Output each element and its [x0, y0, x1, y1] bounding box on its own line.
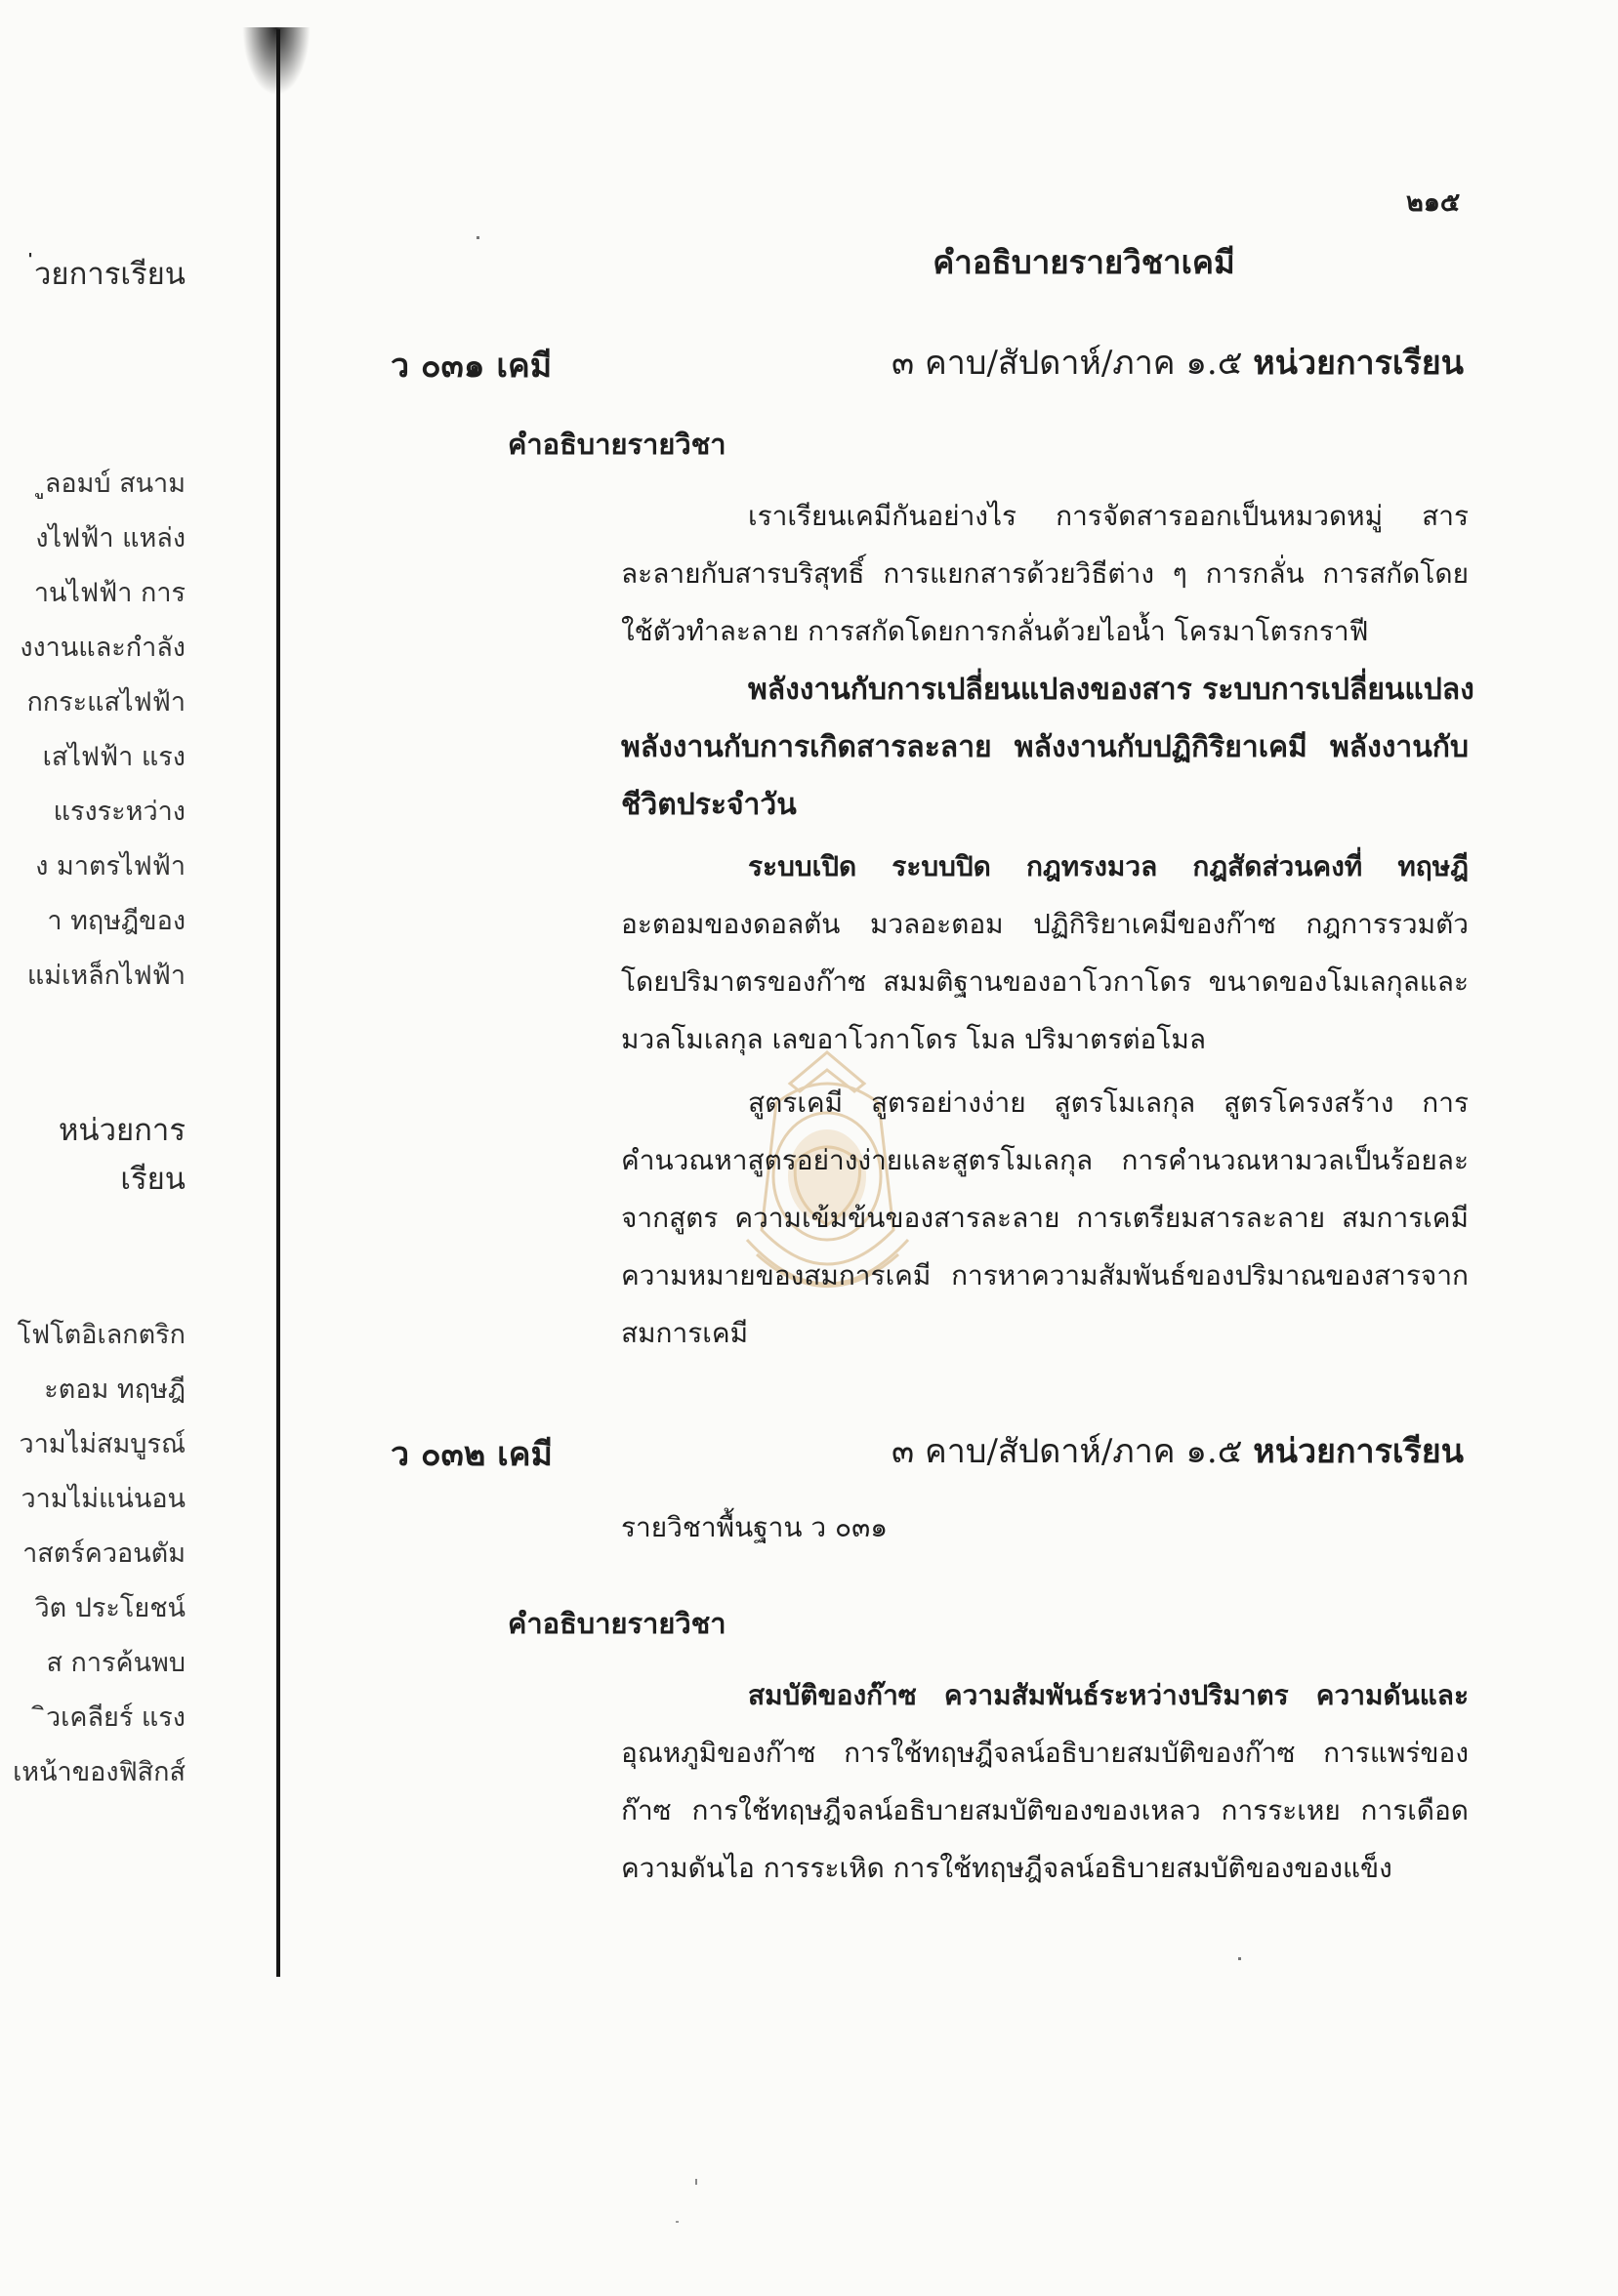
- left-text-line: งไฟฟ้า แหล่ง: [35, 523, 186, 554]
- page-spine: [276, 29, 280, 1977]
- text-line: ละลายกับสารบริสุทธิ์ การแยกสารด้วยวิธีต่าง ๆ การกลั่น การสกัดโดย: [621, 557, 1469, 590]
- text-line: สมบัติของก๊าซ ความสัมพันธ์ระหว่างปริมาตร ความดันและ: [748, 1679, 1469, 1711]
- page-number: ๒๑๕: [1406, 187, 1461, 218]
- course-credits: [892, 336, 1464, 389]
- text-line: พลังงานกับการเกิดสารละลาย พลังงานกับปฏิกิริยาเคมี พลังงานกับ: [621, 730, 1469, 764]
- scan-speck: [695, 2179, 697, 2185]
- left-text-line: แม่เหล็กไฟฟ้า: [26, 961, 186, 991]
- scan-speck: [676, 2221, 679, 2223]
- text-line: ชีวิตประจำวัน: [621, 788, 797, 822]
- credits-text: ๓ คาบ/สัปดาห์/ภาค ๑.๕: [892, 1432, 1243, 1471]
- paragraph: [621, 838, 1469, 1068]
- course-code: ว ๐๓๒ เคมี: [391, 1435, 553, 1474]
- text-line: ความหมายของสมการเคมี การหาความสัมพันธ์ของปริมาณของสารจาก: [621, 1259, 1469, 1292]
- left-text-line: ูลอมบ์ สนาม: [44, 469, 186, 499]
- left-text-line: กกระแสไฟฟ้า: [26, 687, 186, 718]
- left-text-line: เหน้าของฟิสิกส์: [13, 1757, 186, 1787]
- text-line: อุณหภูมิของก๊าซ การใช้ทฤษฎีจลน์อธิบายสมบัติของก๊าซ การแพร่ของ: [621, 1737, 1469, 1769]
- left-text-line: ส การค้นพบ: [46, 1648, 186, 1678]
- text-line: ระบบเปิด ระบบปิด กฎทรงมวล กฎสัดส่วนคงที่ ทฤษฎี: [748, 850, 1469, 882]
- course-code: ว ๐๓๑ เคมี: [391, 347, 553, 386]
- text-line: จากสูตร ความเข้มข้นของสารละลาย การเตรียมสารละลาย สมการเคมี: [621, 1202, 1469, 1234]
- prerequisite: รายวิชาพื้นฐาน ว ๐๓๑: [621, 1511, 889, 1543]
- scan-speck: [477, 236, 479, 239]
- paragraph: [621, 1666, 1469, 1897]
- text-line: โดยปริมาตรของก๊าซ สมมติฐานของอาโวกาโดร ขนาดของโมเลกุลและ: [621, 965, 1469, 998]
- text-line: คำนวณหาสูตรอย่างง่ายและสูตรโมเลกุล การคำนวณหามวลเป็นร้อยละ: [621, 1144, 1469, 1176]
- left-text-line: วามไม่สมบูรณ์: [19, 1429, 186, 1459]
- paragraph: [621, 661, 1474, 834]
- left-text-line: งงานและกำลัง: [20, 633, 186, 663]
- credits-unit: หน่วยการเรียน: [1253, 1432, 1464, 1471]
- left-text-line: ะตอม ทฤษฎี: [44, 1374, 186, 1405]
- text-line: อะตอมของดอลตัน มวลอะตอม ปฏิกิริยาเคมีของก๊าซ กฎการรวมตัว: [621, 908, 1469, 940]
- course-credits: [892, 1424, 1464, 1477]
- credits-unit: หน่วยการเรียน: [1253, 344, 1464, 383]
- left-text-line: วามไม่แน่นอน: [21, 1484, 186, 1514]
- credits-text: ๓ คาบ/สัปดาห์/ภาค ๑.๕: [892, 344, 1243, 383]
- left-text-line: แรงระหว่าง: [53, 797, 186, 827]
- text-line: ใช้ตัวทำละลาย การสกัดโดยการกลั่นด้วยไอน้ำ โครมาโตรกราฟี: [621, 615, 1369, 647]
- scan-speck: [1238, 1957, 1241, 1960]
- text-line: ความดันไอ การระเหิด การใช้ทฤษฎีจลน์อธิบายสมบัติของของแข็ง: [621, 1852, 1392, 1884]
- text-line: พลังงานกับการเปลี่ยนแปลงของสาร ระบบการเปลี่ยนแปลง: [748, 673, 1474, 707]
- left-text-line: ง มาตรไฟฟ้า: [35, 851, 186, 882]
- left-text-line: า ทฤษฎีของ: [47, 906, 186, 936]
- left-text-line: วิต ประโยชน์: [34, 1593, 186, 1623]
- left-text-line: าสตร์ควอนตัม: [22, 1538, 186, 1569]
- left-text-line: เสไฟฟ้า แรง: [42, 742, 186, 772]
- left-text-line: โฟโตอิเลกตริก: [17, 1320, 186, 1350]
- left-heading: ่วยการเรียน: [34, 257, 186, 292]
- left-text-line: ิวเคลียร์ แรง: [46, 1702, 186, 1733]
- left-heading: หน่วยการเรียน: [58, 1113, 186, 1197]
- paragraph: [621, 487, 1469, 660]
- paragraph: [621, 1074, 1469, 1362]
- left-text-line: านไฟฟ้า การ: [33, 578, 186, 608]
- text-line: มวลโมเลกุล เลขอาโวกาโดร โมล ปริมาตรต่อโมล: [621, 1023, 1207, 1055]
- text-line: เราเรียนเคมีกันอย่างไร การจัดสารออกเป็นหมวดหมู่ สาร: [748, 500, 1469, 532]
- text-line: สูตรเคมี สูตรอย่างง่าย สูตรโมเลกุล สูตรโครงสร้าง การ: [748, 1086, 1469, 1119]
- section-heading: คำอธิบายรายวิชา: [508, 428, 726, 461]
- section-heading: คำอธิบายรายวิชา: [508, 1607, 726, 1640]
- text-line: สมการเคมี: [621, 1317, 749, 1349]
- text-line: ก๊าซ การใช้ทฤษฎีจลน์อธิบายสมบัติของของเหลว การระเหย การเดือด: [621, 1794, 1469, 1826]
- page-title: คำอธิบายรายวิชาเคมี: [933, 243, 1235, 281]
